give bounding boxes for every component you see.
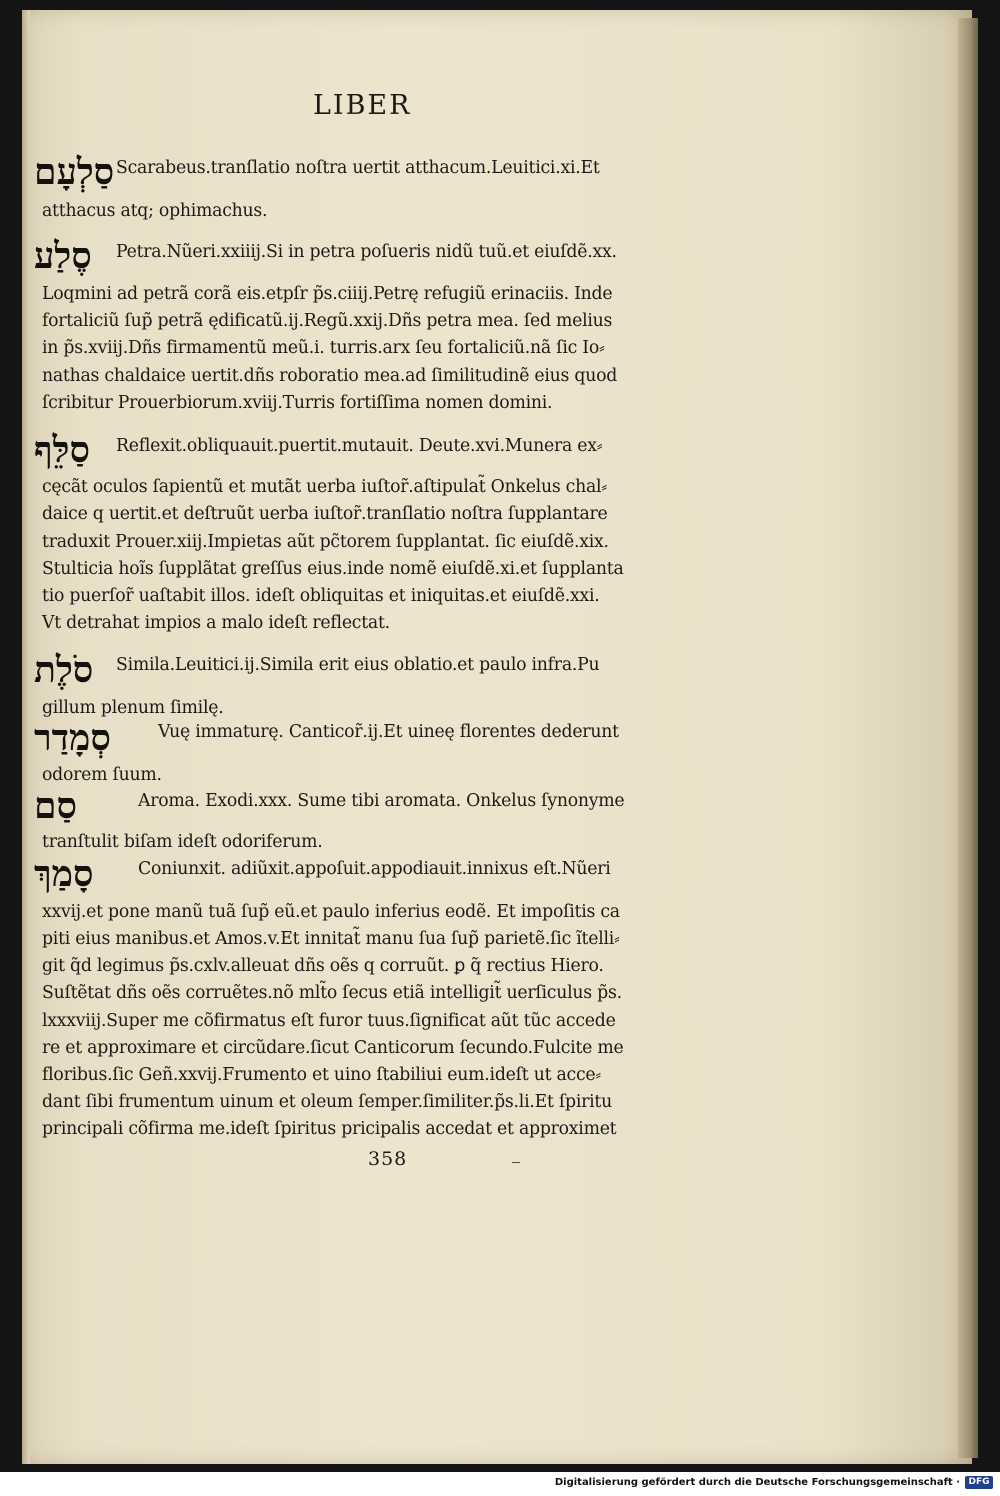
text-line: Aroma. Exodi.xxx. Sume tibi aromata. Onkelus ſynonyme — [138, 791, 625, 811]
text-line: Scarabeus.tranſlatio noſtra uertit atthacum.Leuitici.xi.Et — [116, 158, 600, 178]
text-line: Vt detrahat impios a malo ideſt reflectat. — [42, 613, 390, 633]
hebrew-lemma: סֹלֶת — [34, 649, 94, 691]
text-line: odorem ſuum. — [42, 765, 162, 785]
hebrew-lemma: סָמַךְ — [34, 853, 94, 895]
text-line: floribus.ſic Geñ.xxvij.Frumento et uino ſtabiliui eum.ideſt ut acce⸗ — [42, 1065, 601, 1085]
text-line: gillum plenum ſimilę. — [42, 698, 224, 718]
text-line: git q̃d legimus p̃s.cxlv.alleuat dñs oẽs q corruũt. ꝑ q̃ rectius Hiero. — [42, 956, 604, 976]
text-line: Simila.Leuitici.ij.Simila erit eius oblatio.et paulo infra.Pu — [116, 655, 600, 675]
text-line: atthacus atq; ophimachus. — [42, 201, 268, 221]
page-number: 358 — [368, 1148, 408, 1170]
hebrew-lemma: סַלֵּף — [34, 429, 90, 471]
hebrew-lemma: סְמָדַר — [34, 717, 111, 759]
text-line: re et approximare et circũdare.ſicut Canticorum ſecundo.Fulcite me — [42, 1038, 624, 1058]
text-line: piti eius manibus.et Amos.v.Et innitat̃ manu ſua ſup̃ parietẽ.ſic ĩtelli⸗ — [42, 929, 620, 949]
text-line: Stulticia hoĩs ſupplãtat greſſus eius.inde nomẽ eiuſdẽ.xi.et ſupplanta — [42, 559, 624, 579]
dfg-logo: DFG — [965, 1476, 993, 1489]
text-line: traduxit Prouer.xiij.Impietas aũt pc̃torem ſupplantat. ſic eiuſdẽ.xix. — [42, 532, 609, 552]
text-line: ſcribitur Prouerbiorum.xviij.Turris fortiſſima nomen domini. — [42, 393, 553, 413]
hebrew-lemma: סַלְעָם — [34, 151, 115, 193]
page-edge — [958, 18, 978, 1458]
text-line: Reflexit.obliquauit.puertit.mutauit. Deute.xvi.Munera ex⸗ — [116, 436, 603, 456]
text-line: fortaliciũ ſup̃ petrã ędificatũ.ij.Regũ.xxij.Dñs petra mea. ſed melius — [42, 311, 613, 331]
text-line: Coniunxit. adiũxit.appoſuit.appodiauit.innixus eſt.Nũeri — [138, 859, 611, 879]
text-line: in p̃s.xviij.Dñs firmamentũ meũ.i. turris.arx ſeu fortaliciũ.nã ſic Io⸗ — [42, 338, 605, 358]
text-line: Suſtẽtat dñs oẽs corruẽtes.nõ mlt̃o ſecus etiã intelligit̃ uerſiculus p̃s. — [42, 983, 622, 1003]
digitization-credit: Digitalisierung gefördert durch die Deutsche Forschungsgemeinschaft · — [554, 1477, 960, 1488]
text-line: tio puerſor̃ uaſtabit illos. ideſt obliquitas et iniquitas.et eiuſdẽ.xxi. — [42, 586, 600, 606]
hebrew-lemma: סַם — [34, 785, 77, 827]
text-line: principali cõfirma me.ideſt ſpiritus pricipalis accedat et approximet — [42, 1119, 617, 1139]
running-head: LIBER — [313, 90, 412, 121]
text-line: cęcãt oculos ſapientũ et mutãt uerba iuſtor̃.aſtipulat̃ Onkelus chal⸗ — [42, 477, 607, 497]
hebrew-lemma: סֶלַע — [34, 235, 92, 277]
text-line: dant ſibi frumentum uinum et oleum ſemper.ſimiliter.p̃s.li.Et ſpiritu — [42, 1092, 612, 1112]
text-line: nathas chaldaice uertit.dñs roboratio mea.ad ſimilitudinẽ eius quod — [42, 366, 618, 386]
text-line: Vuę immaturę. Canticor̃.ij.Et uineę florentes dederunt — [158, 722, 619, 742]
text-line: Loqmini ad petrã corã eis.etpſr p̃s.ciiij.Petrę refugiũ erinaciis. Inde — [42, 284, 613, 304]
text-line: xxvij.et pone manũ tuã ſup̃ eũ.et paulo inferius eodẽ. Et impoſitis ca — [42, 902, 620, 922]
page-gutter — [22, 10, 30, 1464]
text-line: lxxxviij.Super me cõfirmatus eſt furor tuus.ſignificat aũt tũc accede — [42, 1011, 616, 1031]
text-line: daice q uertit.et deſtruũt uerba iuſtor̃.tranſlatio noſtra ſupplantare — [42, 504, 608, 524]
text-line: Petra.Nũeri.xxiiij.Si in petra poſueris nidũ tuũ.et eiuſdẽ.xx. — [116, 242, 617, 262]
text-line: tranſtulit biſam ideſt odoriferum. — [42, 832, 323, 852]
footer-dash — [512, 1162, 520, 1163]
